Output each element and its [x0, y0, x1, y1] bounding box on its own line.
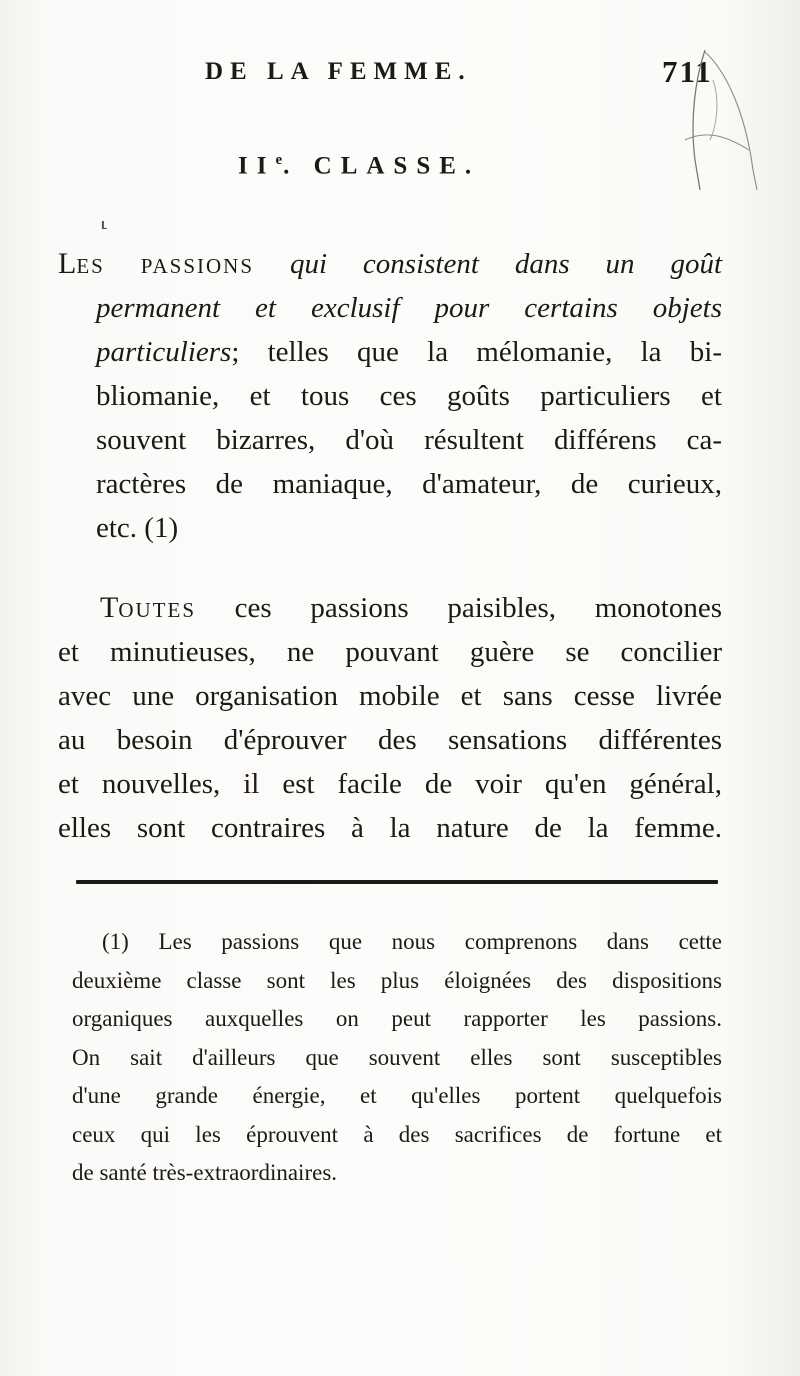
- italic-phrase: qui consistent dans un goût: [289, 248, 722, 280]
- paragraph1-line2: [58, 286, 722, 330]
- paragraph1-line1: [58, 242, 722, 286]
- italic-phrase-2: permanent et exclusif pour certains objets: [96, 292, 722, 324]
- paragraph1-line4: bliomanie, et tous ces goûts particuliers et: [96, 380, 722, 412]
- footnote-line5: d'une grande énergie, et qu'elles portent quelquefois: [72, 1083, 722, 1108]
- paragraph1-line3: [58, 330, 722, 374]
- paragraph-passions: [58, 242, 722, 550]
- section-title: [238, 152, 480, 180]
- footnote: [72, 923, 722, 1193]
- dropcap-t: T: [100, 591, 119, 624]
- running-head: DE LA FEMME.: [205, 58, 472, 85]
- paragraph2-line5: et nouvelles, il est facile de voir qu'en général,: [58, 768, 722, 800]
- paragraph-toutes-ces-passions: [58, 586, 722, 850]
- stray-bracket-mark: ⸤: [100, 206, 109, 231]
- paragraph2-line4: au besoin d'éprouver des sensations différentes: [58, 724, 722, 756]
- section-title-text: . CLASSE.: [283, 152, 481, 180]
- section-title-superscript: e: [275, 152, 284, 168]
- pencil-annotation-mark: [665, 40, 775, 200]
- smallcaps-outes: OUTES: [118, 598, 196, 622]
- paragraph1-line5: souvent bizarres, d'où résultent différens ca-: [96, 424, 722, 456]
- paragraph1-line7: etc. (1): [96, 512, 179, 544]
- paragraph2-line6: elles sont contraires à la nature de la femme.: [58, 812, 722, 844]
- footnote-line1: (1) Les passions que nous comprenons dans cette: [102, 929, 722, 954]
- footnote-line3: organiques auxquelles on peut rapporter les passions.: [72, 1006, 722, 1031]
- footnote-separator-rule: [76, 880, 718, 884]
- dropcap-l: L: [58, 247, 77, 280]
- footnote-line7: de santé très-extraordinaires.: [72, 1160, 338, 1185]
- page-number: 711: [662, 54, 713, 89]
- footnote-line6: ceux qui les éprouvent à des sacrifices de fortune et: [72, 1121, 722, 1147]
- paragraph1-line3-text: ; telles que la mélomanie, la bi-: [231, 336, 722, 368]
- paragraph2-line2: et minutieuses, ne pouvant guère se concilier: [58, 636, 722, 668]
- paragraph2-line3: avec une organisation mobile et sans cesse livrée: [58, 680, 722, 712]
- footnote-line4: On sait d'ailleurs que souvent elles sont susceptibles: [72, 1044, 722, 1070]
- paragraph1-line6: ractères de maniaque, d'amateur, de curieux,: [96, 468, 722, 500]
- footnote-line2: deuxième classe sont les plus éloignées des dispositions: [72, 967, 722, 993]
- smallcaps-les-passions: ES PASSIONS: [76, 254, 255, 278]
- italic-particuliers: particuliers: [96, 336, 232, 368]
- section-title-numeral: II: [238, 152, 276, 180]
- paragraph2-line1: [58, 586, 722, 630]
- paragraph2-line1-text: ces passions paisibles, monotones: [234, 592, 722, 624]
